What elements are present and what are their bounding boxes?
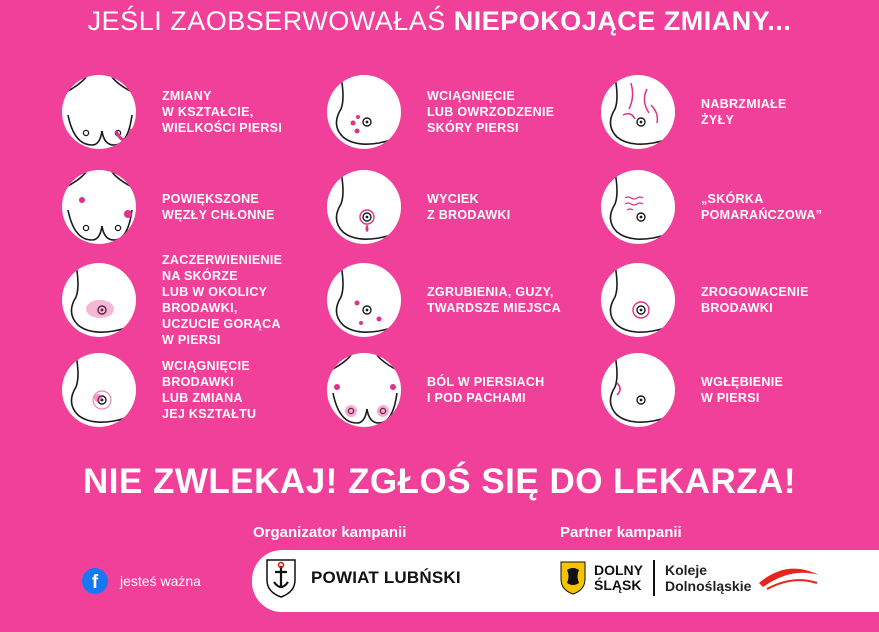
symptom-caption-line: POMARAŃCZOWA”	[701, 208, 823, 222]
symptom-caption-line: NA SKÓRZE	[162, 269, 238, 283]
symptom-caption-line: I POD PACHAMI	[427, 391, 526, 405]
breast-dimple-icon	[601, 353, 675, 427]
orange-peel-skin-icon	[601, 170, 675, 244]
symptom-caption-line: POWIĘKSZONE	[162, 192, 260, 206]
swollen-veins-icon	[601, 75, 675, 149]
symptom-caption	[427, 191, 511, 223]
symptom-caption-line: NABRZMIAŁE	[701, 97, 787, 111]
facebook-icon: f	[82, 568, 108, 594]
symptom-caption-line: UCZUCIE GORĄCA	[162, 317, 281, 331]
skin-ulceration-icon	[327, 75, 401, 149]
symptom-item	[62, 253, 283, 347]
symptom-caption-line: „SKÓRKA	[701, 192, 764, 206]
symptom-item	[327, 263, 561, 337]
symptom-caption-line: BRODAWKI,	[162, 301, 238, 315]
symptom-caption-line: WIELKOŚCI PIERSI	[162, 121, 283, 135]
koleje-line1: Koleje	[665, 562, 708, 578]
symptom-caption-line: ZGRUBIENIA, GUZY,	[427, 285, 554, 299]
logo-divider	[653, 560, 655, 596]
symptom-caption-line: Z BRODAWKI	[427, 208, 511, 222]
symptom-caption-line: WCIĄGNIĘCIE	[427, 89, 516, 103]
partner-label: Partner kampanii	[560, 524, 682, 541]
title-bold: NIEPOKOJĄCE ZMIANY...	[453, 6, 792, 36]
powiat-name: POWIAT LUBŃSKI	[311, 568, 461, 587]
symptom-caption-line: ZACZERWIENIENIE	[162, 253, 283, 267]
symptom-caption-line: JEJ KSZTAŁTU	[162, 407, 257, 421]
facebook-link[interactable]	[82, 568, 201, 594]
symptom-caption-line: W KSZTAŁCIE,	[162, 105, 254, 119]
koleje-swoosh-icon	[757, 561, 821, 595]
symptom-caption-line: WYCIEK	[427, 192, 479, 206]
koleje-line2: Dolnośląskie	[665, 578, 752, 594]
symptom-item	[601, 353, 783, 427]
symptom-caption-line: W PIERSI	[701, 391, 760, 405]
symptom-caption	[427, 284, 561, 316]
symptom-caption-line: BRODAWKI	[701, 301, 773, 315]
symptom-caption	[427, 374, 544, 406]
symptom-item	[62, 75, 282, 149]
symptom-item	[327, 353, 544, 427]
symptom-caption-line: LUB W OKOLICY	[162, 285, 268, 299]
symptom-caption	[162, 88, 282, 136]
breast-shape-change-icon	[62, 75, 136, 149]
breast-pain-icon	[327, 353, 401, 427]
symptom-item	[327, 75, 554, 149]
symptom-caption	[701, 284, 809, 316]
symptom-caption-line: ZMIANY	[162, 89, 212, 103]
symptom-caption-line: WGŁĘBIENIE	[701, 375, 784, 389]
symptom-caption-line: TWARDSZE MIEJSCA	[427, 301, 561, 315]
symptom-caption-line: LUB ZMIANA	[162, 391, 243, 405]
symptom-caption	[427, 88, 554, 136]
symptom-caption-line: WĘZŁY CHŁONNE	[162, 208, 275, 222]
symptom-item	[601, 75, 787, 149]
nipple-discharge-icon	[327, 170, 401, 244]
symptom-caption	[162, 358, 256, 422]
dolny-slask-crest-icon	[560, 561, 586, 595]
symptom-caption	[162, 252, 282, 348]
symptom-item	[62, 170, 275, 244]
symptom-caption	[162, 191, 275, 223]
symptom-item	[601, 170, 822, 244]
symptom-caption-line: ŻYŁY	[701, 113, 735, 127]
symptom-caption-line: W PIERSI	[162, 333, 221, 347]
call-to-action: NIE ZWLEKAJ! ZGŁOŚ SIĘ DO LEKARZA!	[82, 462, 797, 501]
symptom-caption-line: WCIĄGNIĘCIE	[162, 359, 251, 373]
redness-icon	[62, 263, 136, 337]
nipple-retraction-icon	[62, 353, 136, 427]
symptom-caption-line: LUB OWRZODZENIE	[427, 105, 555, 119]
symptom-caption-line: SKÓRY PIERSI	[427, 121, 519, 135]
organizer-label: Organizator kampanii	[253, 524, 407, 541]
symptom-caption-line: ZROGOWACENIE	[701, 285, 809, 299]
symptom-item	[327, 170, 511, 244]
powiat-logo	[265, 558, 461, 598]
dolny-line1: DOLNY	[594, 562, 643, 578]
dolny-line2: ŚLĄSK	[594, 577, 642, 593]
nipple-keratosis-icon	[601, 263, 675, 337]
symptom-caption-line: BRODAWKI	[162, 375, 234, 389]
page-title	[0, 6, 879, 37]
powiat-crest-icon	[265, 558, 297, 598]
lymph-nodes-icon	[62, 170, 136, 244]
symptom-caption-line: BÓL W PIERSIACH	[427, 375, 545, 389]
partner-logos	[560, 560, 821, 596]
title-light: JEŚLI ZAOBSERWOWAŁAŚ	[87, 6, 454, 36]
lumps-icon	[327, 263, 401, 337]
symptom-caption	[701, 191, 822, 223]
symptom-caption	[701, 96, 787, 128]
symptom-item	[601, 263, 809, 337]
symptom-item	[62, 353, 256, 427]
symptom-caption	[701, 374, 783, 406]
facebook-text: jesteś ważna	[120, 573, 201, 589]
